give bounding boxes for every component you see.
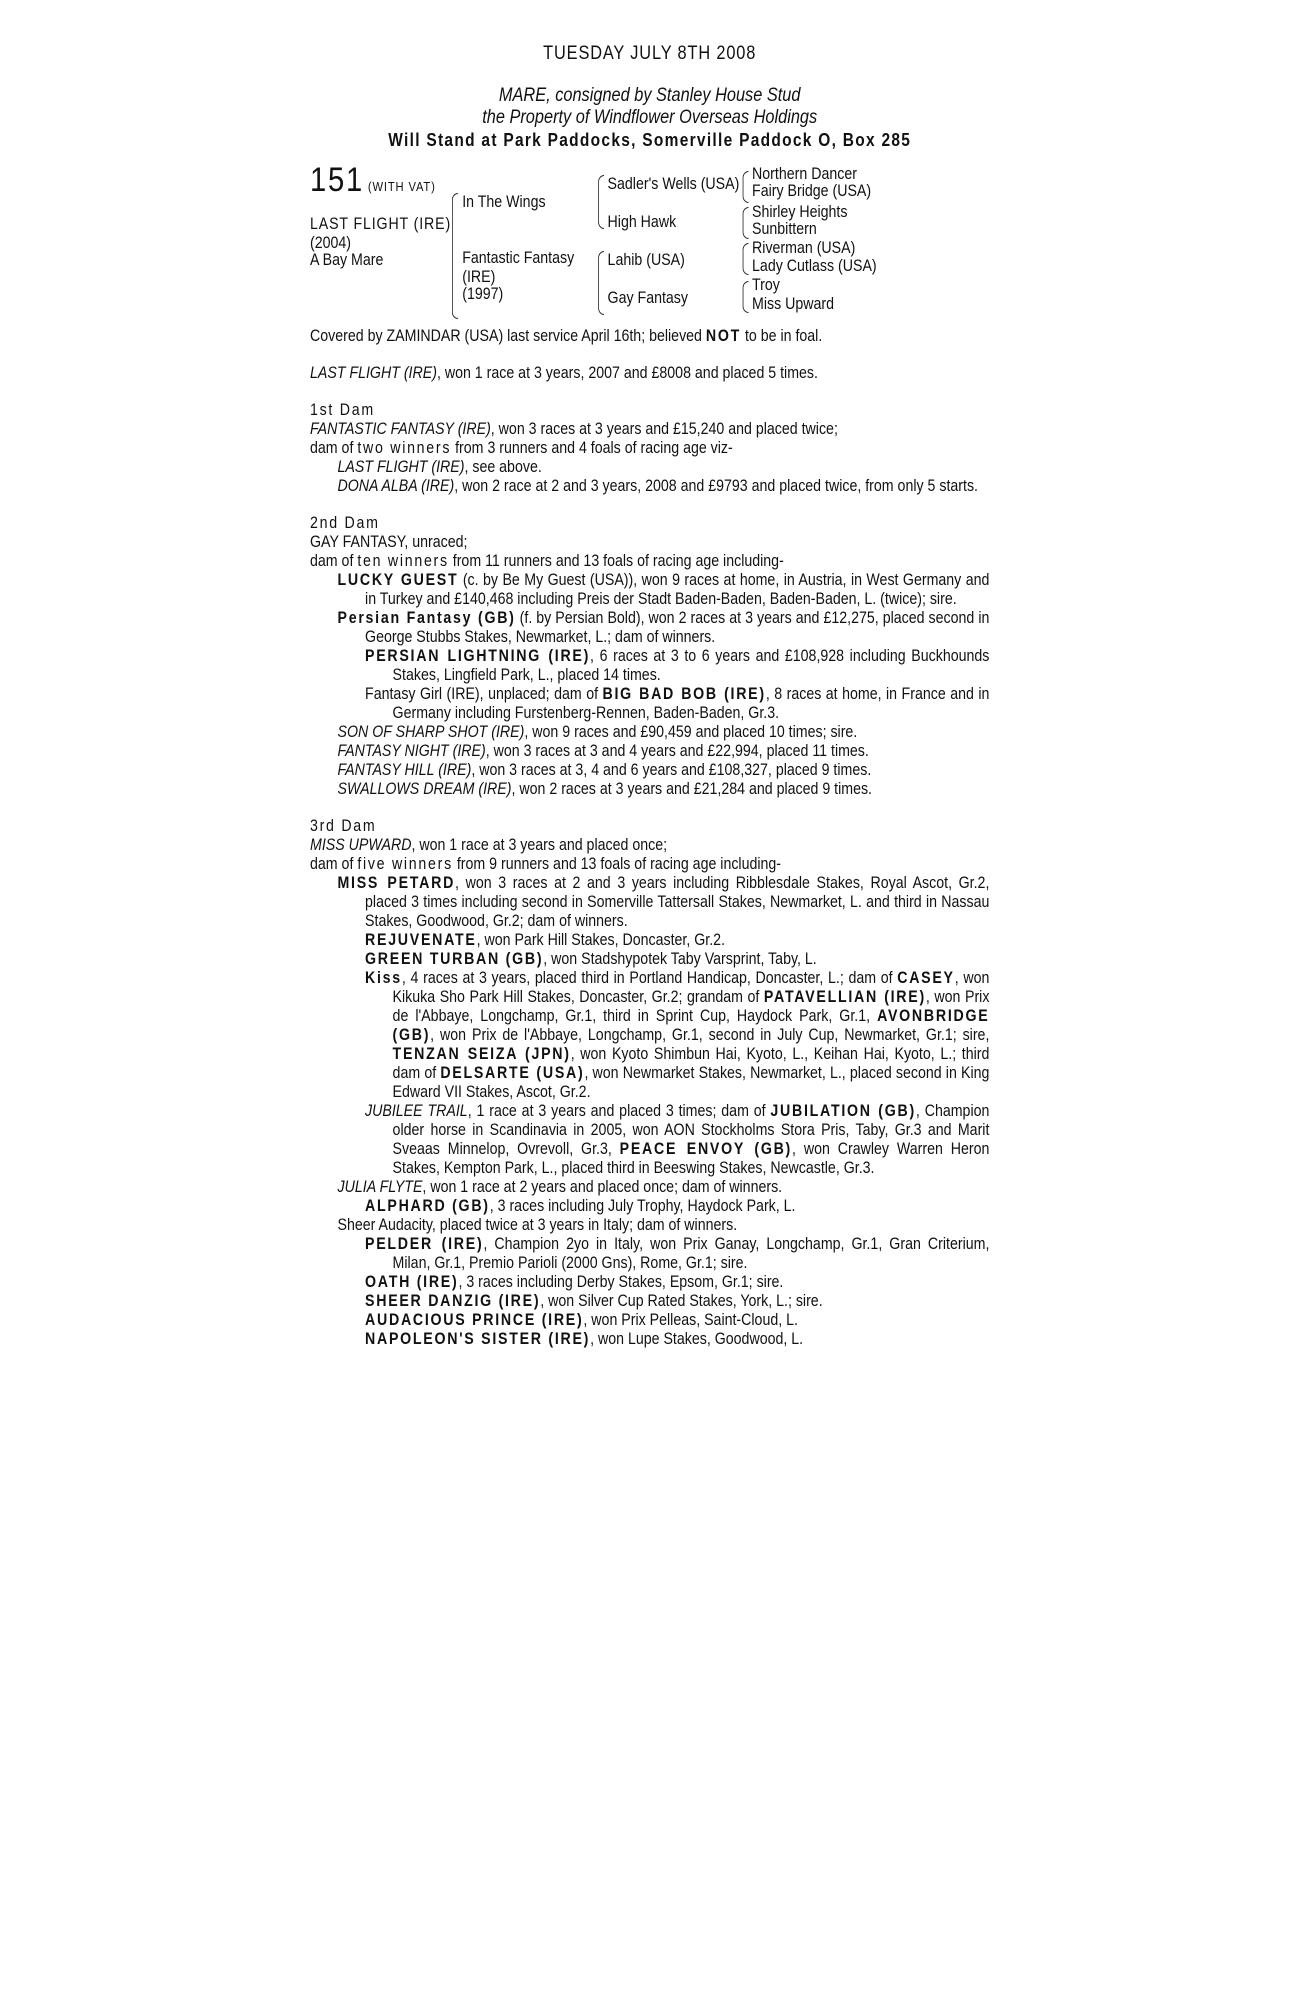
list-item: REJUVENATE, won Park Hill Stakes, Doncaster, Gr.2. <box>365 931 726 949</box>
list-item: Fantasy Girl (IRE), unplaced; dam of BIG BAD BOB (IRE), 8 races at home, in France and in Germany including Furstenberg-Rennen, Baden-Baden, Gr.3. <box>365 685 990 722</box>
dam-sire: Lahib (USA) <box>607 251 685 269</box>
list-item: PELDER (IRE), Champion 2yo in Italy, won Prix Ganay, Longchamp, Gr.1, Gran Criterium, Milan, Gr.1, Premio Parioli (2000 Gns), Rome, Gr.1; sire. <box>365 1235 990 1272</box>
list-item: SWALLOWS DREAM (IRE), won 2 races at 3 years and £21,284 and placed 9 times. <box>337 780 873 798</box>
vat-note: (WITH VAT) <box>367 179 436 194</box>
horse-year: (2004) <box>310 234 352 252</box>
list-item: SON OF SHARP SHOT (IRE), won 9 races and £90,459 and placed 10 times; sire. <box>337 723 858 741</box>
first-dam-record: FANTASTIC FANTASY (IRE), won 3 races at 3 years and £15,240 and placed twice; <box>310 420 838 438</box>
list-item: Persian Fantasy (GB) (f. by Persian Bold), won 2 races at 3 years and £12,275, placed second in George Stubbs Stakes, Newmarket, L.; dam of winners. <box>337 609 990 646</box>
list-item: Kiss, 4 races at 3 years, placed third in Portland Handicap, Doncaster, L.; dam of CASEY, won Kikuka Sho Park Hill Stakes, Doncaster, Gr.2; grandam of PATAVELLIAN (IRE), won Prix de l'Abbaye, Longchamp, Gr.1, third in Sprint Cup, Haydock Park, Gr.1, AVONBRIDGE (GB), won Prix de l'Abbaye, Longchamp, Gr.1, second in July Cup, Newmarket, Gr.1; sire, TENZAN SEIZA (JPN), won Kyoto Shimbun Hai, Kyoto, L., Keihan Hai, Kyoto, L.; third dam of DELSARTE (USA), won Newmarket Stakes, Newmarket, L., placed second in King Edward VII Stakes, Ascot, Gr.2. <box>365 969 990 1101</box>
stand-location: Will Stand at Park Paddocks, Somerville Paddock O, Box 285 <box>388 130 912 150</box>
first-dam-heading: 1st Dam <box>310 401 375 419</box>
lot-number-block <box>310 161 436 199</box>
list-item: SHEER DANZIG (IRE), won Silver Cup Rated Stakes, York, L.; sire. <box>365 1292 823 1310</box>
granddam-3: Lady Cutlass (USA) <box>752 257 877 275</box>
list-item: ALPHARD (GB), 3 races including July Trophy, Haydock Park, L. <box>365 1197 796 1215</box>
grandsire-4: Troy <box>752 276 780 294</box>
pedigree-brace <box>743 243 749 275</box>
list-item: JUBILEE TRAIL, 1 race at 3 years and placed 3 times; dam of JUBILATION (GB), Champion older horse in Scandinavia in 2005, won AON Stockholms Stora Pris, Taby, Gr.3 and Marit Sveaas Minnelop, Ovrevoll, Gr.3, PEACE ENVOY (GB), won Crawley Warren Heron Stakes, Kempton Park, L., placed third in Beeswing Stakes, Newcastle, Gr.3. <box>365 1102 990 1177</box>
list-item: DONA ALBA (IRE), won 2 race at 2 and 3 years, 2008 and £9793 and placed twice, from only 5 starts. <box>337 477 979 495</box>
list-item: FANTASY NIGHT (IRE), won 3 races at 3 and 4 years and £22,994, placed 11 times. <box>337 742 869 760</box>
consignor-line: MARE, consigned by Stanley House Stud <box>498 85 801 106</box>
list-item: MISS PETARD, won 3 races at 2 and 3 years including Ribblesdale Stakes, Royal Ascot, Gr.2, placed 3 times including second in Somerville Tattersall Stakes, Newmarket, L. and third in Nassau Stakes, Goodwood, Gr.2; dam of winners. <box>337 874 990 930</box>
third-dam-produce: dam of five winners from 9 runners and 13 foals of racing age including- <box>310 855 782 873</box>
grandsire-3: Riverman (USA) <box>752 239 856 257</box>
list-item: JULIA FLYTE, won 1 race at 2 years and placed once; dam of winners. <box>337 1178 783 1196</box>
list-item: FANTASY HILL (IRE), won 3 races at 3, 4 and 6 years and £108,327, placed 9 times. <box>337 761 872 779</box>
pedigree-brace <box>743 171 749 203</box>
covering-note: Covered by ZAMINDAR (USA) last service April 16th; believed NOT to be in foal. <box>310 327 823 345</box>
list-item: LUCKY GUEST (c. by Be My Guest (USA)), won 9 races at home, in Austria, in West Germany and in Turkey and £140,468 including Preis der Stadt Baden-Baden, Baden-Baden, L. (twice); sire. <box>337 571 990 608</box>
granddam-4: Miss Upward <box>752 295 835 313</box>
list-item: LAST FLIGHT (IRE), see above. <box>337 458 542 476</box>
dam-name: Fantastic Fantasy <box>462 249 575 267</box>
second-dam-produce: dam of ten winners from 11 runners and 13 foals of racing age including- <box>310 552 784 570</box>
second-dam-record: GAY FANTASY, unraced; <box>310 533 468 551</box>
list-item: GREEN TURBAN (GB), won Stadshypotek Taby Varsprint, Taby, L. <box>365 950 817 968</box>
first-dam-produce: dam of two winners from 3 runners and 4 foals of racing age viz- <box>310 439 733 457</box>
list-item: Sheer Audacity, placed twice at 3 years in Italy; dam of winners. <box>337 1216 738 1234</box>
sale-date: TUESDAY JULY 8TH 2008 <box>543 43 757 64</box>
horse-description: A Bay Mare <box>310 251 384 269</box>
lot-number: 151 <box>310 161 364 199</box>
pedigree-brace <box>452 193 458 319</box>
granddam-2: Sunbittern <box>752 220 817 238</box>
pedigree-brace <box>743 281 749 313</box>
pedigree-brace <box>743 207 749 239</box>
pedigree-brace <box>598 175 604 229</box>
list-item: OATH (IRE), 3 races including Derby Stakes, Epsom, Gr.1; sire. <box>365 1273 784 1291</box>
dam-year: (1997) <box>462 285 504 303</box>
grandsire-2: Shirley Heights <box>752 203 848 221</box>
pedigree-table <box>310 161 989 327</box>
list-item: PERSIAN LIGHTNING (IRE), 6 races at 3 to 6 years and £108,928 including Buckhounds Stakes, Lingfield Park, L., placed 14 times. <box>365 647 990 684</box>
sire-sire: Sadler's Wells (USA) <box>607 175 740 193</box>
third-dam-record: MISS UPWARD, won 1 race at 3 years and placed once; <box>310 836 668 854</box>
horse-name: LAST FLIGHT (IRE) <box>310 215 452 233</box>
catalogue-page <box>310 44 989 1349</box>
property-line: the Property of Windflower Overseas Holdings <box>482 107 818 128</box>
sire-dam: High Hawk <box>607 213 677 231</box>
list-item: NAPOLEON'S SISTER (IRE), won Lupe Stakes, Goodwood, L. <box>365 1330 804 1348</box>
sire-name: In The Wings <box>462 193 546 211</box>
grandsire-1: Northern Dancer <box>752 165 857 183</box>
pedigree-brace <box>598 251 604 315</box>
second-dam-heading: 2nd Dam <box>310 514 380 532</box>
granddam-1: Fairy Bridge (USA) <box>752 182 872 200</box>
race-record: LAST FLIGHT (IRE), won 1 race at 3 years, 2007 and £8008 and placed 5 times. <box>310 364 818 382</box>
dam-origin: (IRE) <box>462 268 496 286</box>
third-dam-heading: 3rd Dam <box>310 817 377 835</box>
list-item: AUDACIOUS PRINCE (IRE), won Prix Pelleas, Saint-Cloud, L. <box>365 1311 798 1329</box>
dam-dam: Gay Fantasy <box>607 289 689 307</box>
